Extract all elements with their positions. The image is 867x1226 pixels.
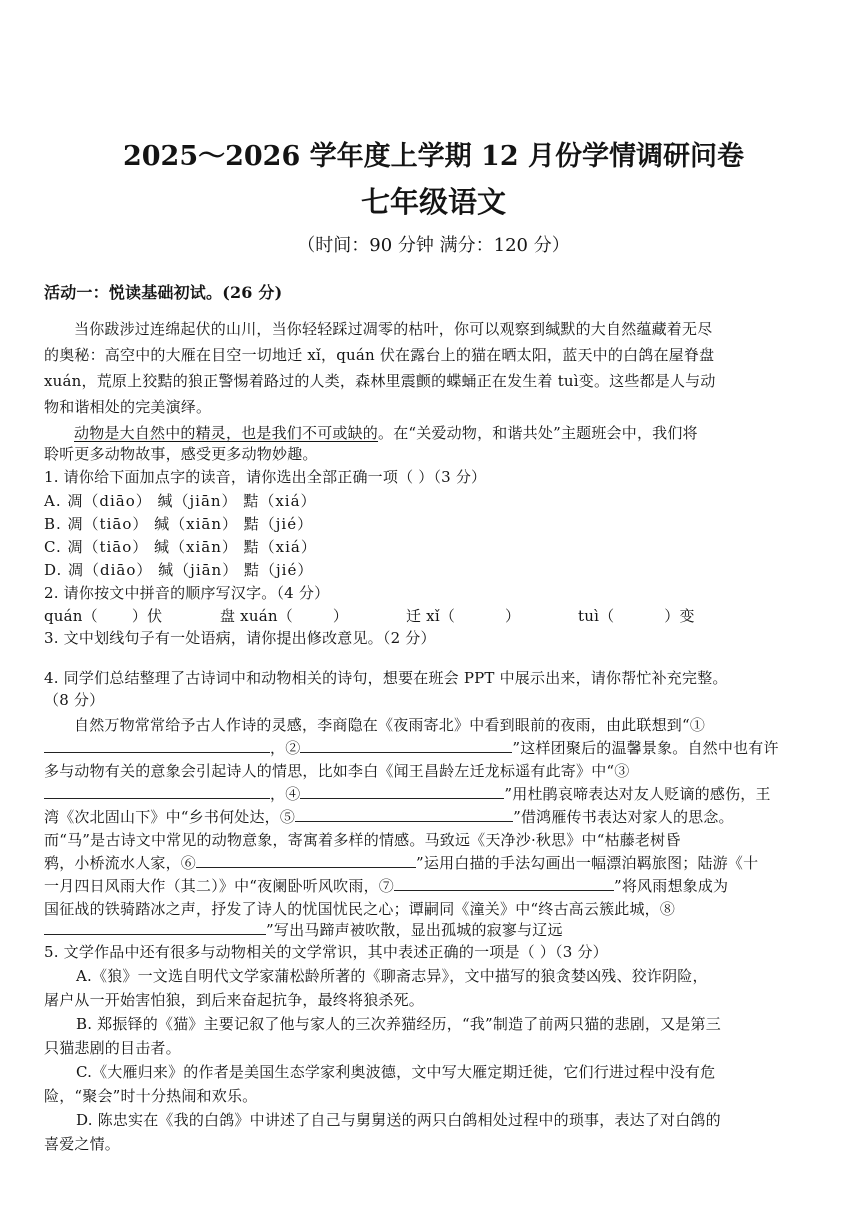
q2-item: [44, 606, 162, 626]
q5-option-a-cont: 屠户从一开始害怕狼，到后来奋起抗争，最终将狼杀死。: [44, 991, 425, 1009]
q2-pinyin: 盘 xuán（: [220, 607, 293, 625]
passage-line: 物和谐相处的完美演绎。: [44, 398, 212, 416]
passage-line: xuán，荒原上狡黠的狼正警惕着路过的人类，森林里震颤的蝶蛹正在发生着 tuì变。这些都是人与动: [44, 372, 716, 390]
passage-line: [74, 423, 698, 443]
exam-title: 2025～2026 学年度上学期 12 月份学情调研问卷: [122, 141, 745, 172]
passage-text: 。在“关爱动物，和谐共处”主题班会中，我们将: [378, 424, 698, 442]
answer-blank-5[interactable]: [295, 807, 513, 822]
q5-option-a: A.《狼》一文选自明代文学家蒲松龄所著的《聊斋志异》，文中描写的狼贪婪凶残、狡诈阴险，: [76, 967, 708, 985]
q4-text-line: [44, 807, 734, 827]
question-1-stem: 1. 请你给下面加点字的读音，请你选出全部正确一项（ ）（3 分）: [44, 468, 487, 486]
question-5-stem: 5. 文学作品中还有很多与动物相关的文学常识，其中表述正确的一项是（ ）（3 分）: [44, 943, 608, 961]
question-4-points: （8 分）: [44, 691, 105, 709]
question-2-stem: 2. 请你按文中拼音的顺序写汉字。（4 分）: [44, 584, 330, 602]
q5-option-b: B. 郑振铎的《猫》主要记叙了他与家人的三次养猫经历，“我”制造了前两只猫的悲剧，又是第三: [76, 1015, 721, 1033]
section-heading: 活动一：悦读基础初试。(26 分): [44, 283, 283, 302]
q2-suffix: ）伏: [131, 607, 163, 625]
answer-blank-4[interactable]: [300, 784, 504, 799]
q4-text-line: [44, 784, 771, 804]
q4-text: ”用杜鹃哀啼表达对友人贬谪的感伤，王: [504, 785, 771, 803]
q2-pinyin: 迁 xǐ（: [406, 607, 456, 625]
q4-text-line: [44, 920, 563, 940]
q4-text: ，④: [270, 785, 301, 803]
q5-option-b-cont: 只猫悲剧的目击者。: [44, 1039, 181, 1057]
q5-option-d: D. 陈忠实在《我的白鸽》中讲述了自己与舅舅送的两只白鸽相处过程中的琐事，表达了对白鸽的: [76, 1111, 721, 1129]
passage-line: 聆听更多动物故事，感受更多动物妙趣。: [44, 445, 318, 463]
q2-item: [406, 606, 520, 626]
q4-text: 自然万物常常给予古人作诗的灵感，李商隐在《夜雨寄北》中看到眼前的夜雨，由此联想到“①: [74, 716, 706, 734]
answer-blank-3[interactable]: [44, 784, 270, 799]
question-4-stem: 4. 同学们总结整理了古诗词中和动物相关的诗句，想要在班会 PPT 中展示出来，请你帮忙补充完整。: [44, 669, 728, 687]
q2-suffix: ）: [332, 607, 349, 625]
q4-text-line: [44, 853, 758, 873]
q4-text: ”这样团聚后的温馨景象。自然中也有许: [512, 739, 779, 757]
passage-line: 当你跋涉过连绵起伏的山川，当你轻轻踩过凋零的枯叶，你可以观察到缄默的大自然蕴藏着无尽: [74, 320, 713, 338]
q2-pinyin: quán（: [44, 607, 98, 625]
answer-blank-1[interactable]: [44, 738, 270, 753]
q2-pinyin: tuì（: [578, 607, 615, 625]
q1-option-b: B. 凋（tiāo） 缄（xiān） 黠（jié）: [44, 515, 314, 533]
answer-blank-7[interactable]: [394, 876, 614, 891]
q5-option-c: C.《大雁归来》的作者是美国生态学家利奥波德，文中写大雁定期迁徙，它们行进过程中没有危: [76, 1063, 716, 1081]
q4-text-line: [44, 738, 779, 758]
q4-text: 多与动物有关的意象会引起诗人的情思，比如李白《闻王昌龄左迁龙标遥有此寄》中“③: [44, 762, 630, 780]
q4-text: 国征战的铁骑踏冰之声，抒发了诗人的忧国忧民之心；谭嗣同《潼关》中“终古高云簇此城，⑧: [44, 900, 676, 918]
exam-subtitle: 七年级语文: [360, 185, 506, 219]
answer-blank-2[interactable]: [300, 738, 512, 753]
q4-text-line: [44, 876, 728, 896]
underlined-sentence: 动物是大自然中的精灵，也是我们不可或缺的: [74, 424, 379, 442]
q4-text: ，②: [270, 739, 301, 757]
question-3-stem: 3. 文中划线句子有一处语病，请你提出修改意见。（2 分）: [44, 629, 436, 647]
q1-option-c: C. 凋（tiāo） 缄（xiān） 黠（xiá）: [44, 538, 317, 556]
q4-text: ”将风雨想象成为: [613, 877, 729, 895]
answer-blank-6[interactable]: [196, 853, 416, 868]
q4-text: ”写出马蹄声被吹散，显出孤城的寂寥与辽远: [266, 921, 563, 939]
q4-text: 一月四日风雨大作（其二）》中“夜阑卧听风吹雨，⑦: [44, 877, 394, 895]
q1-option-d: D. 凋（diāo） 缄（jiān） 黠（jié）: [44, 561, 314, 579]
exam-info: （时间：90 分钟 满分：120 分）: [297, 235, 570, 256]
q2-item: [220, 606, 348, 626]
q2-item: [578, 606, 695, 626]
q4-text: 鸦，小桥流水人家，⑥: [44, 854, 197, 872]
q5-option-d-cont: 喜爱之情。: [44, 1135, 121, 1153]
answer-blank-8[interactable]: [44, 920, 266, 935]
q4-text: 而“马”是古诗文中常见的动物意象，寄寓着多样的情感。马致远《天净沙·秋思》中“枯藤老树昏: [44, 831, 681, 849]
q1-option-a: A. 凋（diāo） 缄（jiān） 黠（xiá）: [44, 492, 317, 510]
q2-suffix: ）变: [664, 607, 695, 625]
q5-option-c-cont: 险，“聚会”时十分热闹和欢乐。: [44, 1087, 258, 1105]
passage-line: 的奥秘：高空中的大雁在目空一切地迁 xǐ，quán 伏在露台上的猫在晒太阳，蓝天中的白鸽在屋脊盘: [44, 346, 715, 364]
q2-suffix: ）: [505, 607, 521, 625]
q4-text: ”借鸿雁传书表达对家人的思念。: [513, 808, 734, 826]
q4-text: 湾《次北固山下》中“乡书何处达，⑤: [44, 808, 296, 826]
q4-text: ”运用白描的手法勾画出一幅漂泊羁旅图；陆游《十: [416, 854, 759, 872]
